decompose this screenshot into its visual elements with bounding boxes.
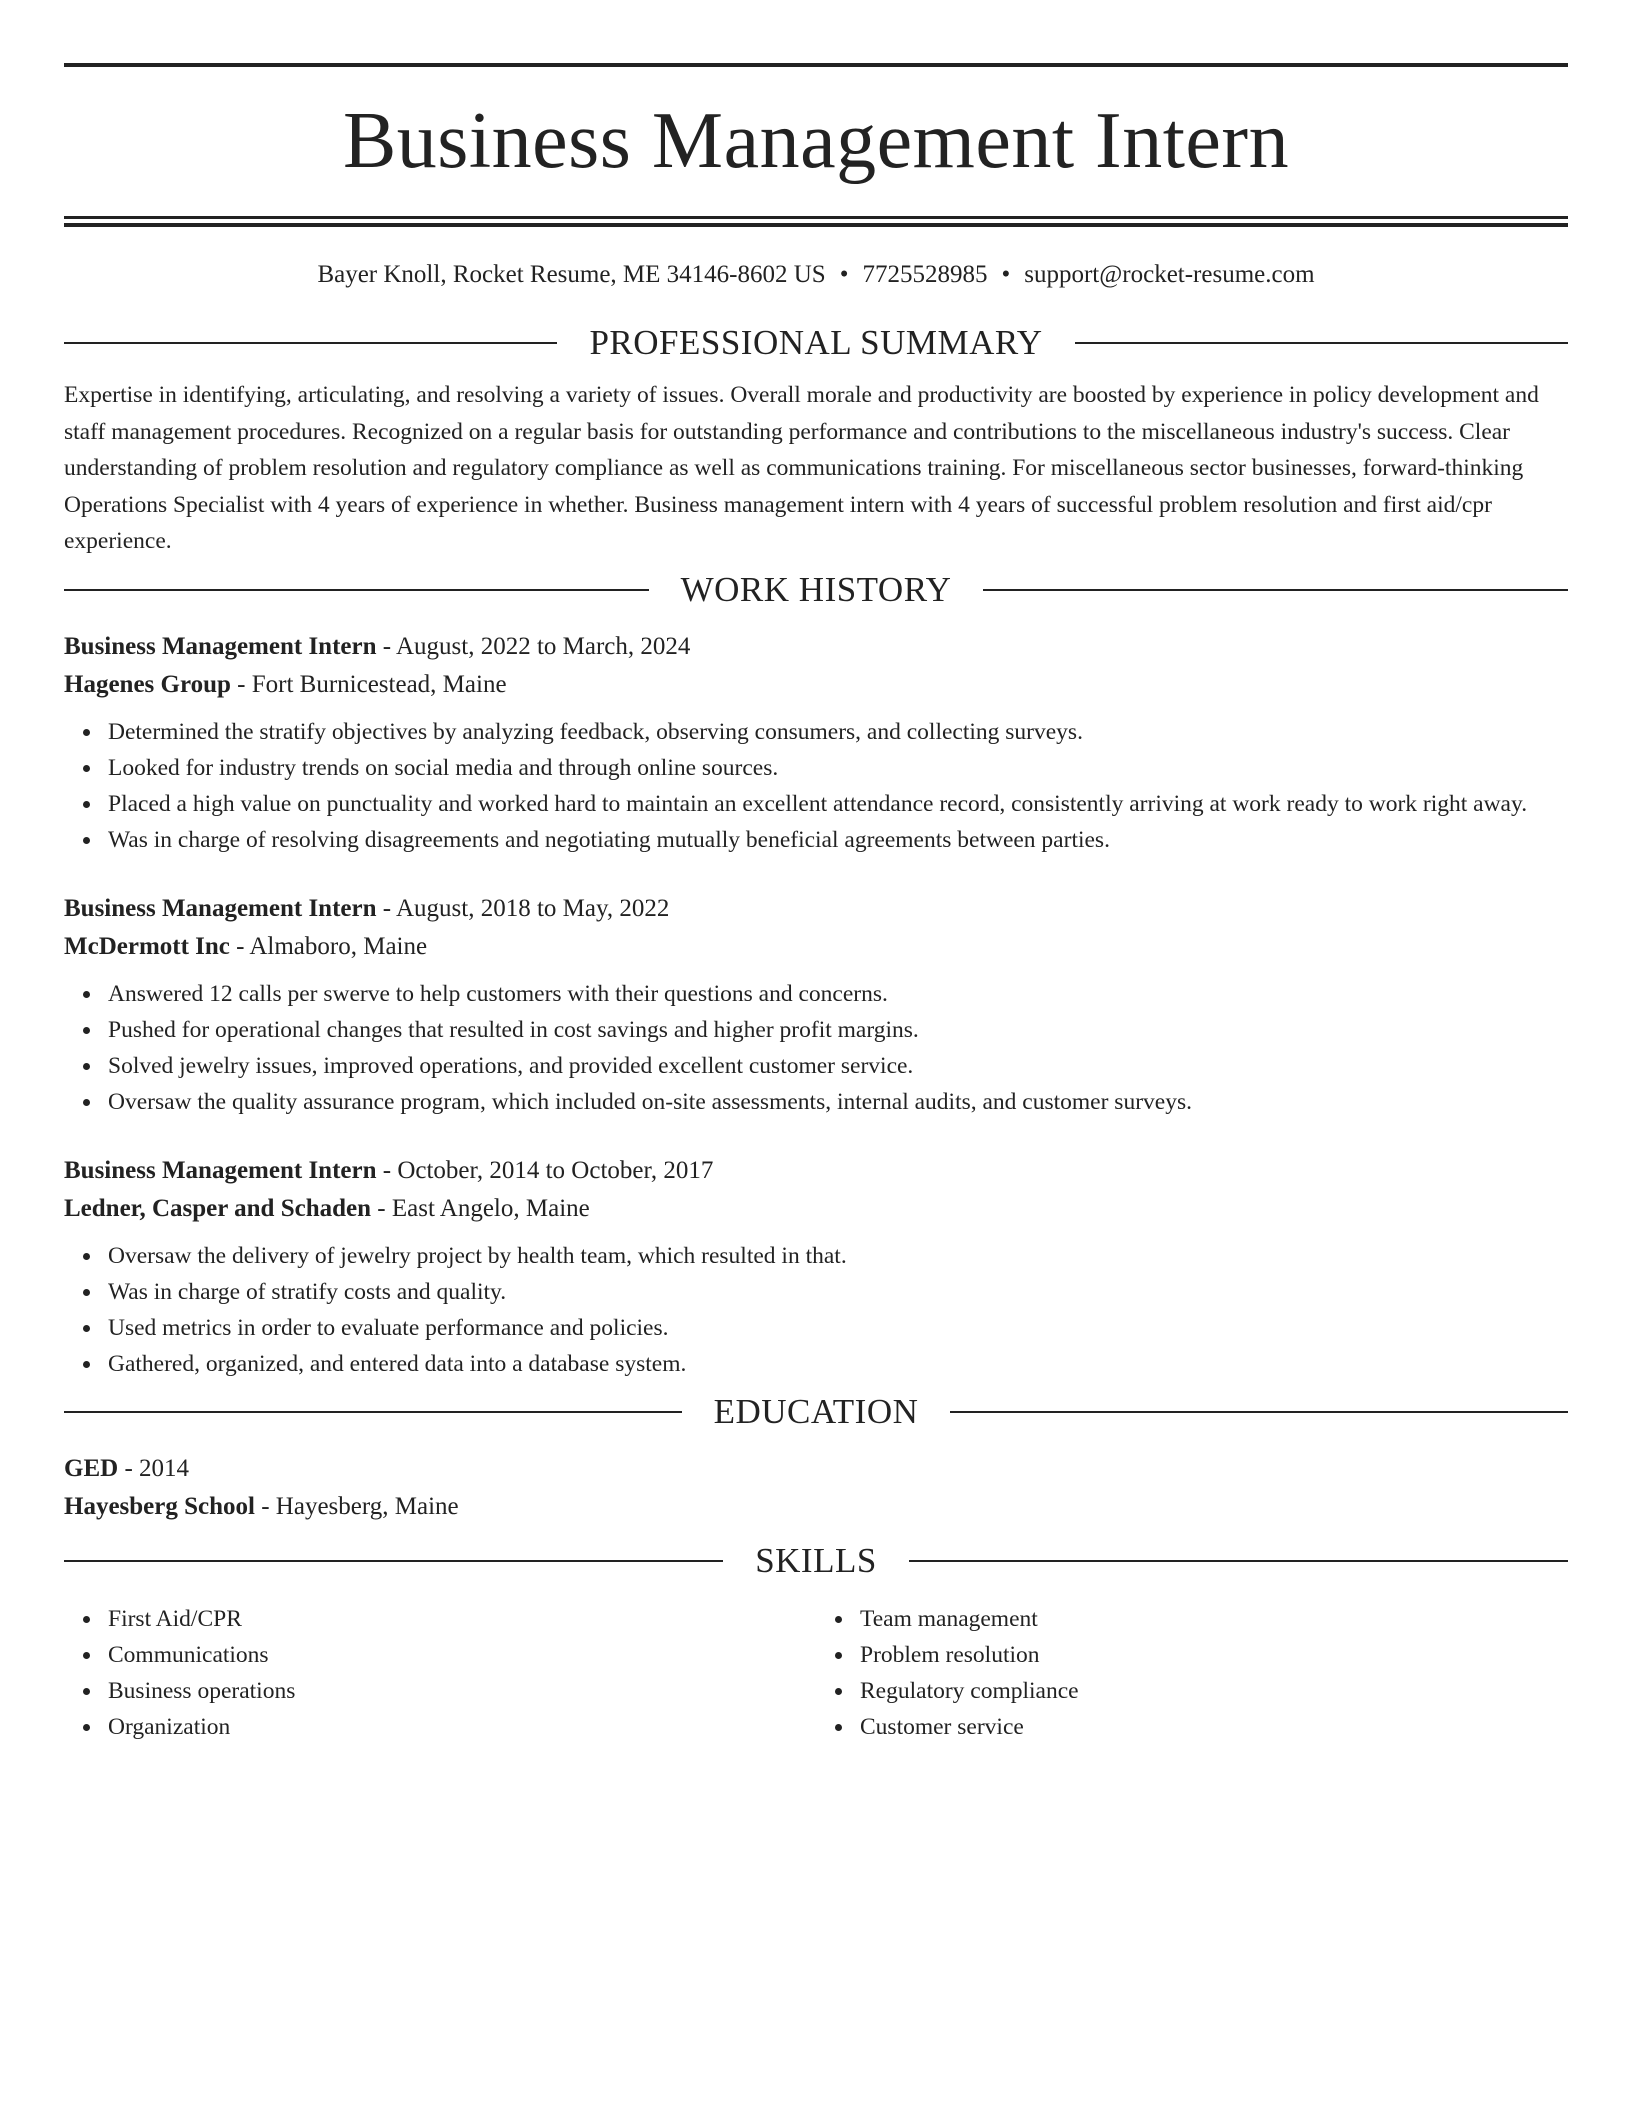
contact-separator: • — [1001, 261, 1011, 288]
job-bullet: Pushed for operational changes that resulted in cost savings and higher profit margins. — [108, 1012, 1568, 1048]
job-bullet: Oversaw the quality assurance program, which included on-site assessments, internal audits, and customer surveys. — [108, 1084, 1568, 1120]
contact-email: support@rocket-resume.com — [1024, 261, 1315, 288]
skill-item: Organization — [108, 1709, 816, 1745]
job-bullet: Oversaw the delivery of jewelry project by health team, which resulted in that. — [108, 1238, 1568, 1274]
job-bullet: Looked for industry trends on social media and through online sources. — [108, 750, 1568, 786]
job-location: - East Angelo, Maine — [371, 1194, 590, 1222]
divider-line — [1075, 342, 1568, 344]
degree-year: - 2014 — [118, 1454, 190, 1482]
job-dates: - October, 2014 to October, 2017 — [376, 1156, 714, 1184]
job-dates: - August, 2022 to March, 2024 — [376, 632, 691, 660]
contact-phone: 7725528985 — [862, 261, 988, 288]
job-location: - Almaboro, Maine — [229, 932, 428, 960]
job-location: - Fort Burnicestead, Maine — [230, 670, 507, 698]
job-company-line — [64, 666, 1568, 704]
school-name: Hayesberg School — [64, 1492, 255, 1520]
job-title-line — [64, 628, 1568, 666]
degree-line — [64, 1450, 1568, 1488]
summary-heading: PROFESSIONAL SUMMARY — [589, 323, 1043, 362]
job-entry — [64, 628, 1568, 858]
divider-line — [64, 342, 557, 344]
job-entry — [64, 890, 1568, 1120]
skill-item: Communications — [108, 1637, 816, 1673]
work-section-header — [64, 568, 1568, 612]
job-title-line — [64, 890, 1568, 928]
job-title: Business Management Intern — [64, 894, 377, 922]
job-bullet: Placed a high value on punctuality and worked hard to maintain an excellent attendance record, consistently arriving at work ready to work right away. — [108, 786, 1568, 822]
divider-line — [983, 589, 1568, 591]
summary-section-header — [64, 321, 1568, 365]
candidate-name: Business Management Intern — [342, 97, 1290, 185]
job-bullets — [64, 976, 1568, 1120]
job-company: Hagenes Group — [64, 670, 231, 698]
job-company-line — [64, 1190, 1568, 1228]
work-heading: WORK HISTORY — [680, 569, 952, 609]
header-double-rule — [64, 216, 1568, 227]
skills-left-column — [64, 1601, 816, 1745]
skill-item: Team management — [860, 1601, 1568, 1637]
job-bullet: Solved jewelry issues, improved operations, and provided excellent customer service. — [108, 1048, 1568, 1084]
contact-line — [64, 260, 1568, 290]
job-dates: - August, 2018 to May, 2022 — [376, 894, 670, 922]
skills-section-header — [64, 1539, 1568, 1583]
job-bullet: Gathered, organized, and entered data into a database system. — [108, 1346, 1568, 1382]
job-bullet: Used metrics in order to evaluate performance and policies. — [108, 1310, 1568, 1346]
skill-item: Customer service — [860, 1709, 1568, 1745]
skill-item: First Aid/CPR — [108, 1601, 816, 1637]
job-title: Business Management Intern — [64, 632, 377, 660]
school-location: - Hayesberg, Maine — [254, 1492, 459, 1520]
skill-item: Regulatory compliance — [860, 1673, 1568, 1709]
education-heading: EDUCATION — [713, 1391, 919, 1431]
contact-address: Bayer Knoll, Rocket Resume, ME 34146-8602 US — [317, 261, 826, 288]
job-bullets — [64, 714, 1568, 858]
job-bullet: Answered 12 calls per swerve to help customers with their questions and concerns. — [108, 976, 1568, 1012]
top-rule — [64, 63, 1568, 67]
job-bullet: Was in charge of resolving disagreements and negotiating mutually beneficial agreements between parties. — [108, 822, 1568, 858]
job-entry — [64, 1152, 1568, 1382]
summary-text: Expertise in identifying, articulating, and resolving a variety of issues. Overall morale and productivity are boosted by experience in policy development and staff management procedures. Recognized on a regular basis for outstanding performance and contributions to the miscellaneous industry's success. Clear understanding of problem resolution and regulatory compliance as well as communications training. For miscellaneous sector businesses, forward-thinking Operations Specialist with 4 years of experience in whether. Business management intern with 4 years of successful problem resolution and first aid/cpr experience. — [64, 382, 1539, 554]
skill-item: Business operations — [108, 1673, 816, 1709]
divider-line — [64, 1560, 723, 1562]
degree: GED — [64, 1454, 119, 1482]
job-company: McDermott Inc — [64, 932, 230, 960]
skills-heading: SKILLS — [755, 1540, 877, 1580]
education-section-header — [64, 1390, 1568, 1434]
skills-right-column — [816, 1601, 1568, 1745]
job-bullet: Determined the stratify objectives by analyzing feedback, observing consumers, and collecting surveys. — [108, 714, 1568, 750]
skill-item: Problem resolution — [860, 1637, 1568, 1673]
divider-line — [64, 1411, 682, 1413]
job-title: Business Management Intern — [64, 1156, 377, 1184]
education-entry — [64, 1450, 1568, 1526]
skills-grid — [64, 1591, 1568, 1745]
job-company: Ledner, Casper and Schaden — [64, 1194, 372, 1222]
job-title-line — [64, 1152, 1568, 1190]
school-line — [64, 1488, 1568, 1526]
divider-line — [909, 1560, 1568, 1562]
job-company-line — [64, 928, 1568, 966]
job-bullets — [64, 1238, 1568, 1382]
divider-line — [950, 1411, 1568, 1413]
resume-page — [64, 63, 1568, 1745]
divider-line — [64, 589, 649, 591]
contact-separator: • — [839, 261, 849, 288]
job-bullet: Was in charge of stratify costs and quality. — [108, 1274, 1568, 1310]
